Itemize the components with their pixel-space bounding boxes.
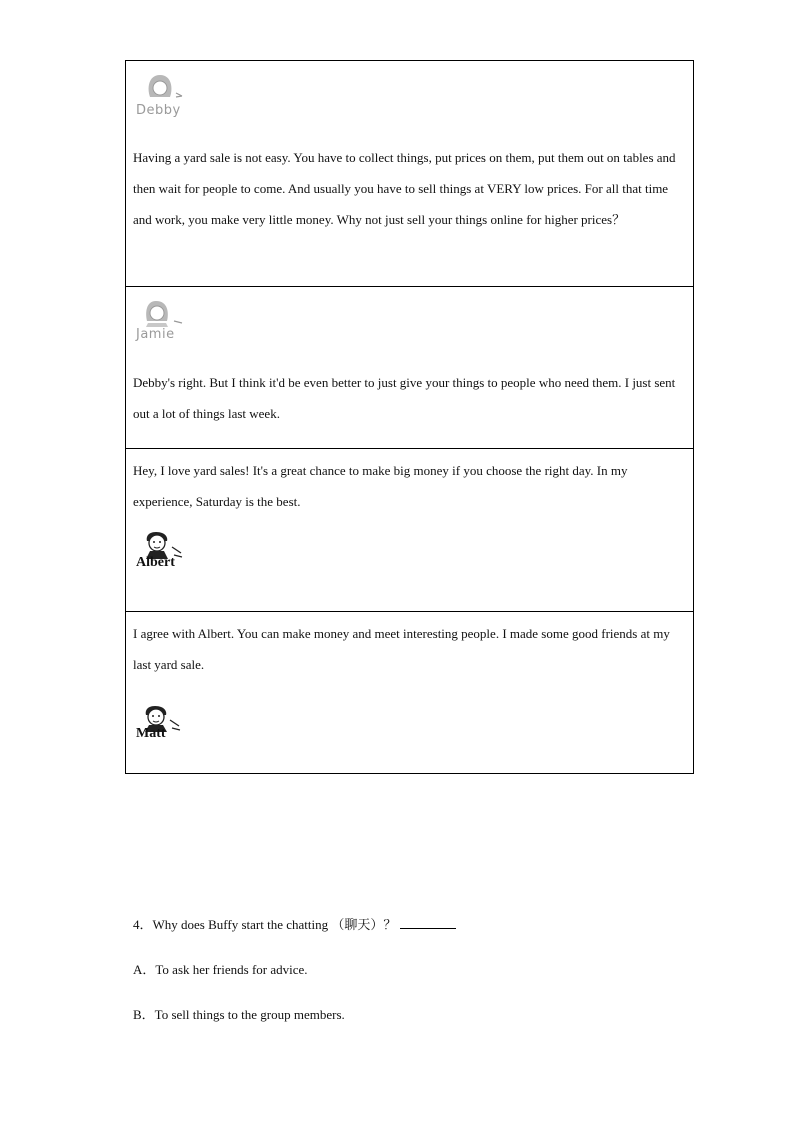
post-text-debby: Having a yard sale is not easy. You have to collect things, put prices on them, put them out on tables and then wait for people to come. And usually you have to sell things at VERY low prices. For all that time and work, you make very little money. Why not just sell your things online for higher prices？ [133,150,676,227]
option-b-text: To sell things to the group members. [154,1007,345,1022]
option-a-label: A． [133,962,156,977]
post-text-matt: I agree with Albert. You can make money and meet interesting people. I made some good friends at my last yard sale. [133,626,670,672]
question-4 [133,914,456,933]
avatar-matt [136,704,196,752]
post-matt [126,612,693,773]
post-debby [126,61,693,287]
avatar-name-jamie: Jamie [136,327,175,342]
avatar-name-debby: Debby [136,103,181,118]
question-number: 4． [133,917,153,932]
avatar-albert [136,529,196,577]
question-text: Why does Buffy start the chatting （聊天）？ [152,917,397,932]
post-albert [126,449,693,612]
post-text-jamie: Debby's right. But I think it'd be even better to just give your things to people who need them. I just sent out a lot of things last week. [133,375,676,421]
option-a[interactable] [133,959,308,978]
forum-board [125,60,694,774]
avatar-name-matt: Matt [136,726,166,741]
girl-avatar-icon [136,71,192,105]
avatar-debby [136,71,196,119]
girl-avatar-icon [136,297,192,331]
avatar-name-albert: Albert [136,555,175,570]
option-b-label: B． [133,1007,155,1022]
avatar-jamie [136,297,196,345]
post-text-albert: Hey, I love yard sales! It's a great chance to make big money if you choose the right day. In my experience, Saturday is the best. [133,463,628,509]
answer-blank[interactable] [400,916,456,929]
option-b[interactable] [133,1004,345,1023]
post-jamie [126,287,693,449]
option-a-text: To ask her friends for advice. [155,962,308,977]
